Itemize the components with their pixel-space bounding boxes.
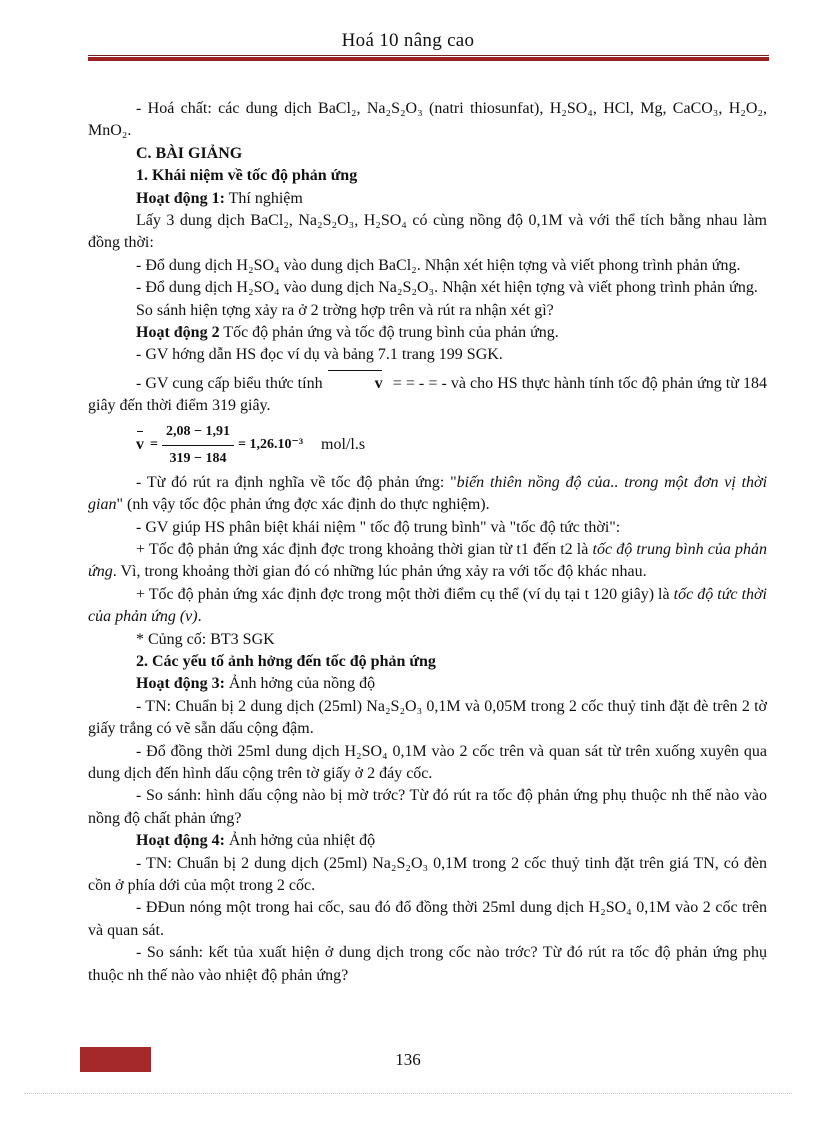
instant-rate-intro: + Tốc độ phản ứng xác định đợc trong một thời điểm cụ thể (ví dụ tại t 120 giây) là bbox=[136, 585, 674, 603]
activity-2-label: Hoạt động 2 bbox=[136, 324, 220, 342]
header-divider-thick bbox=[88, 57, 769, 61]
rate-expression-intro: - GV cung cấp biểu thức tính bbox=[136, 374, 327, 392]
paragraph-pour-h2so4: - Đổ đồng thời 25ml dung dịch H₂SO₄ 0,1M vào 2 cốc trên và quan sát từ trên xuống xuyên qua dung dịch đến hình dấu cộng trên tờ giấy ở 2 đáy cốc. bbox=[88, 742, 767, 782]
paragraph-compare-temperature: - So sánh: kết tủa xuất hiện ở dung dịch trong cốc nào trớc? Từ đó rút ra tốc độ phản ứng phụ thuộc nh thế nào vào nhiệt độ phản ứng? bbox=[88, 944, 767, 984]
section-heading-lecture: C. BÀI GIẢNG bbox=[136, 144, 243, 162]
definition-intro: - Từ đó rút ra định nghĩa về tốc độ phản ứng: " bbox=[136, 473, 457, 491]
paragraph-consolidation: * Củng cố: BT3 SGK bbox=[136, 630, 275, 648]
page-header-title: Hoá 10 nâng cao bbox=[341, 30, 475, 51]
formula-unit: mol/l.s bbox=[321, 436, 366, 454]
activity-1-line bbox=[88, 188, 767, 210]
instant-rate-end: . bbox=[197, 608, 202, 626]
average-rate-italic: tốc độ trung bình của phản ứng bbox=[88, 540, 767, 581]
paragraph-compare-concentration: - So sánh: hình dấu cộng nào bị mờ trớc? Từ đó rút ra tốc độ phản ứng phụ thuộc nh thế nào vào nồng độ chất phản ứng? bbox=[88, 787, 767, 827]
activity-1-text: Thí nghiệm bbox=[224, 189, 303, 207]
paragraph-teacher-guide: - GV hớng dẫn HS đọc ví dụ và bảng 7.1 trang 199 SGK. bbox=[136, 346, 503, 364]
paragraph-pour-bacl2: - Đổ dung dịch H₂SO₄ vào dung dịch BaCl₂. Nhận xét hiện tợng và viết phong trình phản ứng. bbox=[136, 256, 741, 274]
rate-expression-rest: = = - = - và cho HS thực hành tính tốc độ phản ứng từ 184 giây đến thời điểm 319 giây. bbox=[88, 374, 768, 415]
average-rate-symbol: v bbox=[327, 373, 383, 395]
paragraph-compare: So sánh hiện tợng xảy ra ở 2 trờng hợp trên và rút ra nhận xét gì? bbox=[136, 301, 554, 319]
paragraph-pour-na2s2o3: - Đổ dung dịch H₂SO₄ vào dung dịch Na₂S₂O₃. Nhận xét hiện tợng và viết phong trình phản ứng. bbox=[136, 279, 758, 297]
formula-v-symbol: v bbox=[136, 434, 144, 456]
activity-3-line bbox=[88, 673, 767, 695]
average-rate-intro: + Tốc độ phản ứng xác định đợc trong khoảng thời gian từ t1 đến t2 là bbox=[136, 540, 593, 558]
paragraph-temperature-experiment: - TN: Chuẩn bị 2 dung dịch (25ml) Na₂S₂O₃ 0,1M trong 2 cốc thuỷ tinh đặt trên giá TN, có đèn cồn ở phía dới của một trong 2 cốc. bbox=[88, 854, 767, 894]
formula-fraction bbox=[162, 421, 234, 471]
activity-4-text: Ảnh hởng của nhiệt độ bbox=[224, 832, 376, 850]
paragraph-rate-expression bbox=[88, 373, 767, 418]
average-rate-rest: . Vì, trong khoảng thời gian đó có những lúc phản ứng xảy ra với tốc độ khác nhau. bbox=[112, 563, 647, 581]
activity-1-label: Hoạt động 1: bbox=[136, 189, 225, 207]
header-divider-thin bbox=[88, 55, 769, 56]
paragraph-instant-rate bbox=[88, 584, 767, 629]
page-number: 136 bbox=[395, 1050, 421, 1069]
heading-reaction-rate-concept: 1. Khái niệm về tốc độ phản ứng bbox=[136, 167, 358, 185]
activity-2-text: Tốc độ phản ứng và tốc độ trung bình của phản ứng. bbox=[219, 324, 559, 342]
formula-result: = 1,26.10⁻³ bbox=[237, 437, 304, 453]
document-body bbox=[88, 98, 767, 987]
paragraph-average-rate bbox=[88, 539, 767, 584]
definition-italic: biến thiên nồng độ của.. trong một đơn vị thời gian bbox=[88, 473, 768, 514]
paragraph-chemicals: - Hoá chất: các dung dịch BaCl₂, Na₂S₂O₃ (natri thiosunfat), H₂SO₄, HCl, Mg, CaCO₃, H₂O₂, MnO₂. bbox=[88, 100, 767, 140]
activity-3-text: Ảnh hởng của nồng độ bbox=[224, 675, 376, 693]
footer-dotted-divider bbox=[24, 1093, 792, 1094]
rate-calculation-formula bbox=[136, 422, 767, 470]
instant-rate-italic: tốc độ tức thời của phản ứng (v) bbox=[88, 585, 767, 626]
heading-influencing-factors: 2. Các yếu tố ảnh hởng đến tốc độ phản ứng bbox=[136, 652, 436, 670]
paragraph-concentration-experiment: - TN: Chuẩn bị 2 dung dịch (25ml) Na₂S₂O₃ 0,1M và 0,05M trong 2 cốc thuỷ tinh đặt đè trên 2 tờ giấy trắng có vẽ sẵn dấu cộng đậm. bbox=[88, 697, 767, 738]
formula-numerator: 2,08 − 1,91 bbox=[162, 421, 234, 446]
definition-rest: " (nh vậy tốc độc phản ứng đợc xác định do thực nghiệm). bbox=[116, 496, 490, 514]
paragraph-heat-beaker: - ĐĐun nóng một trong hai cốc, sau đó đổ đồng thời 25ml dung dịch H₂SO₄ 0,1M vào 2 cốc trên và quan sát. bbox=[88, 899, 767, 939]
paragraph-three-solutions: Lấy 3 dung dịch BaCl₂, Na₂S₂O₃, H₂SO₄ có cùng nồng độ 0,1M và với thể tích bằng nhau làm đồng thời: bbox=[88, 212, 767, 252]
activity-2-line bbox=[88, 322, 767, 344]
paragraph-definition bbox=[88, 472, 767, 517]
activity-4-label: Hoạt động 4: bbox=[136, 832, 225, 850]
activity-4-line bbox=[88, 830, 767, 852]
activity-3-label: Hoạt động 3: bbox=[136, 675, 225, 693]
paragraph-distinguish: - GV giúp HS phân biệt khái niệm " tốc độ trung bình" và "tốc độ tức thời": bbox=[136, 518, 621, 536]
formula-equals: = bbox=[150, 437, 158, 453]
formula-denominator: 319 − 184 bbox=[169, 451, 227, 467]
